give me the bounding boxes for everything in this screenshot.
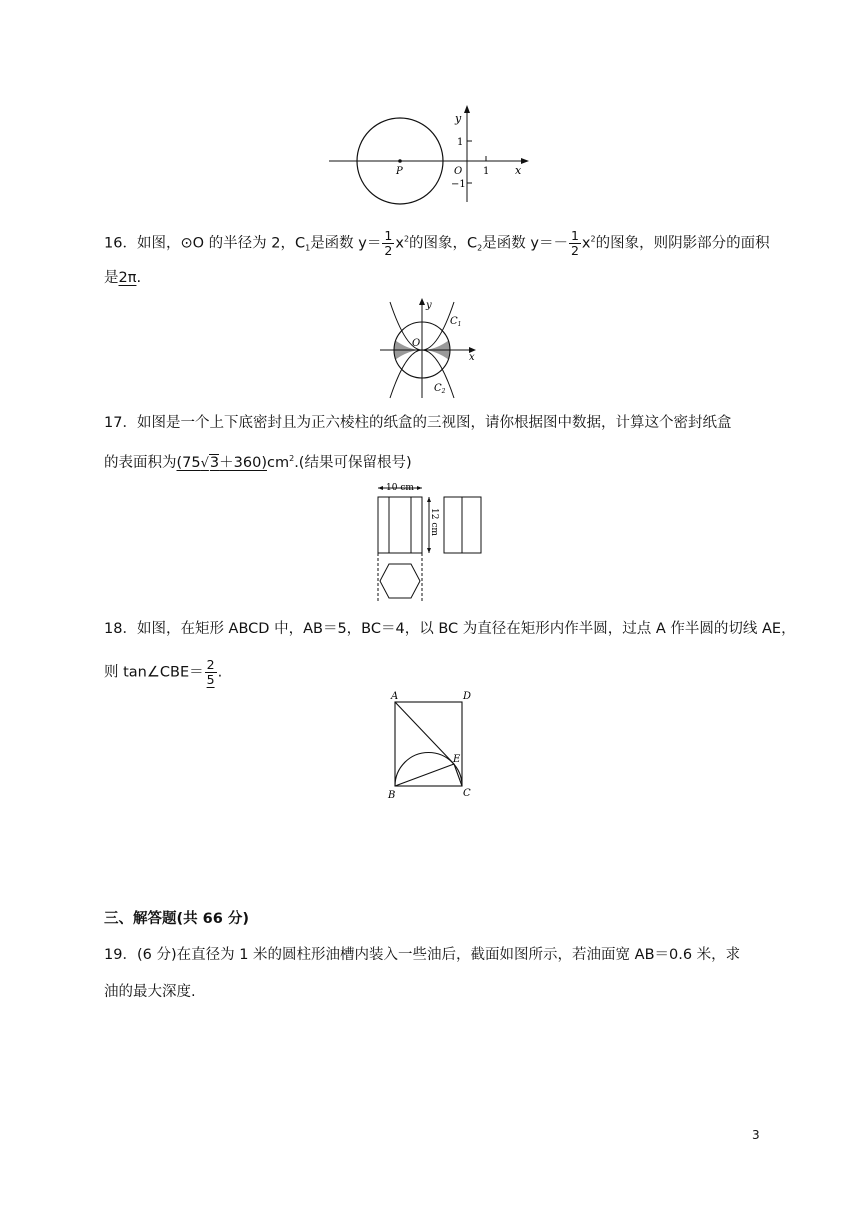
answer-18-fraction: $\frac{2}{5}$	[206, 657, 215, 687]
curve-c2-label: $C_2$	[434, 383, 446, 395]
y-axis-label: y	[455, 112, 462, 125]
fraction-one-half: $\frac{1}{2}$	[384, 228, 393, 258]
tick-label-y-minus-1: −1	[451, 179, 466, 190]
x-axis-label: x	[515, 164, 522, 177]
question-16-number: 16	[104, 235, 123, 252]
question-18-line-1: 18．如图，在矩形 ABCD 中，AB＝5，BC＝4，以 BC 为直径在矩形内作半圆，过点 A 作半圆的切线 AE，	[104, 621, 796, 637]
width-dimension: 10 cm	[386, 483, 414, 493]
height-dimension: 12 cm	[429, 508, 439, 536]
figure-circle-parabolas	[376, 296, 482, 402]
vertex-b-label: B	[388, 790, 396, 800]
question-18-number: 18	[104, 621, 123, 637]
vertex-c-label: C	[463, 788, 471, 799]
tick-label-x-1: 1	[483, 166, 490, 177]
answer-16: 2π	[118, 270, 137, 286]
point-e-label: E	[453, 754, 461, 765]
origin-label: O	[454, 166, 463, 177]
point-p-label: P	[396, 166, 403, 177]
question-18-line-2: 则 tan∠CBE＝ $\frac{2}{5}$ .	[104, 657, 223, 687]
figure-rectangle-semicircle	[385, 688, 477, 800]
figure-circle-p-axes	[325, 100, 535, 208]
figure-three-views-prism	[372, 480, 488, 604]
page-number: 3	[752, 1128, 760, 1142]
tick-label-y-1: 1	[457, 137, 464, 148]
vertex-a-label: A	[391, 691, 399, 702]
origin-label: O	[412, 338, 421, 349]
y-axis-label: y	[426, 300, 432, 311]
answer-17: (75√3＋360)	[176, 455, 267, 471]
fraction-one-half-negative: $\frac{1}{2}$	[570, 228, 579, 258]
question-17-line-2: 的表面积为$(75√3+360)cm^2$.(结果可保留根号)	[104, 454, 412, 471]
question-19-line-1: 19．(6 分)在直径为 1 米的圆柱形油槽内装入一些油后，截面如图所示，若油面宽 AB＝0.6 米，求	[104, 947, 741, 963]
question-16-line-1: 16．如图，⊙O 的半径为 2，$C_1$是函数 y＝ $\frac{1}{2}$ $x^2$的图象，$C_2$是函数 y＝－ $\frac{1}{2}$ $x^2$的图象，则阴影部分的面积	[104, 228, 770, 258]
question-19-number: 19	[104, 947, 123, 963]
x-axis-label: x	[469, 352, 475, 363]
question-19-line-2: 油的最大深度.	[104, 984, 196, 1000]
curve-c1-label: $C_1$	[450, 316, 462, 328]
question-17-number: 17	[104, 415, 123, 431]
question-16-line-2: 是2π.	[104, 270, 142, 286]
vertex-d-label: D	[463, 691, 472, 702]
section-heading: 三、解答题(共 66 分)	[104, 911, 250, 927]
question-17-line-1: 17．如图是一个上下底密封且为正六棱柱的纸盒的三视图，请你根据图中数据，计算这个密封纸盒	[104, 415, 732, 431]
